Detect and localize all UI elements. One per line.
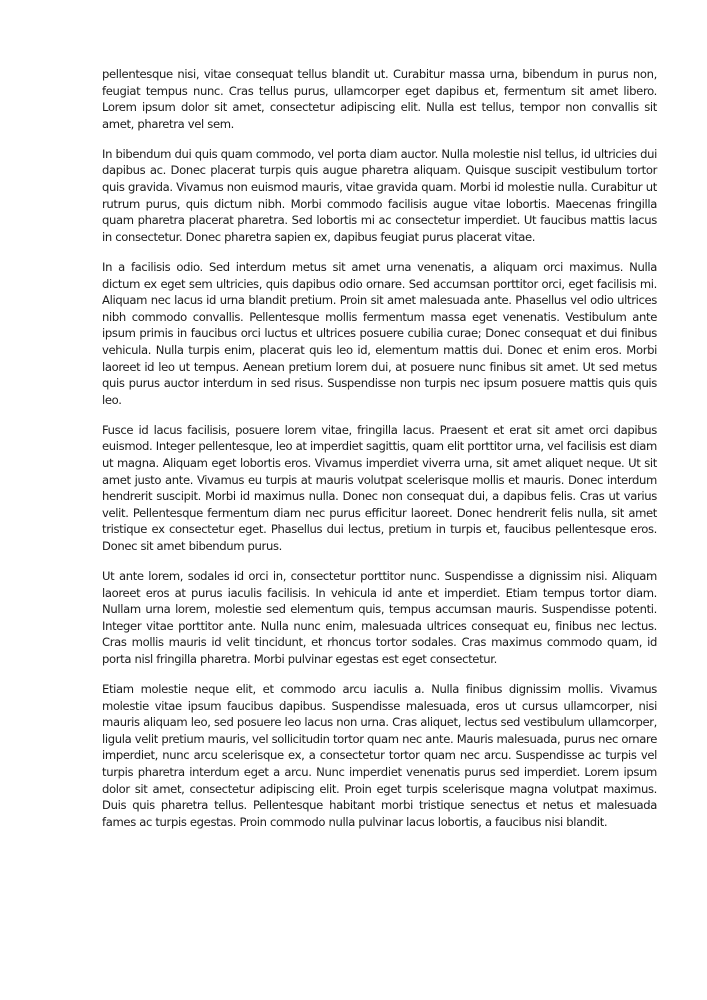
paragraph-2: In bibendum dui quis quam commodo, vel porta diam auctor. Nulla molestie nisl tellus, id ultricies dui dapibus ac. Donec placerat turpis quis augue pharetra aliquam. Quisque suscipit vestibulum tortor quis gravida. Vivamus non euismod mauris, vitae gravida quam. Morbi id molestie nulla. Curabitur ut rutrum purus, quis dictum nibh. Morbi commodo facilisis augue vitae lobortis. Maecenas fringilla quam pharetra placerat pharetra. Sed lobortis mi ac consectetur imperdiet. Ut faucibus mattis lacus in consectetur. Donec pharetra sapien ex, dapibus feugiat purus placerat vitae.: [102, 146, 657, 244]
paragraph-5: Ut ante lorem, sodales id orci in, consectetur porttitor nunc. Suspendisse a dignissim nisi. Aliquam laoreet eros at purus iaculis facilisis. In vehicula id ante et imperdiet. Etiam tempus tortor diam. Nullam urna lorem, molestie sed elementum quis, tempus accumsan mauris. Suspendisse potenti. Integer vitae porttitor ante. Nulla nunc enim, malesuada ultrices consequat eu, finibus nec lectus. Cras mollis mauris id velit tincidunt, et rhoncus tortor sodales. Cras maximus commodo quam, id porta nisl fringilla pharetra. Morbi pulvinar egestas est eget consectetur.: [102, 569, 657, 666]
paragraph-1: pellentesque nisi, vitae consequat tellus blandit ut. Curabitur massa urna, bibendum in purus non, feugiat tempus nunc. Cras tellus purus, ullamcorper eget dapibus et, fermentum sit amet libero. Lorem ipsum dolor sit amet, consectetur adipiscing elit. Nulla est tellus, tempor non convallis sit amet, pharetra vel sem.: [102, 67, 657, 131]
body-text: [102, 66, 657, 844]
paragraph-3: In a facilisis odio. Sed interdum metus sit amet urna venenatis, a aliquam orci maximus. Nulla dictum ex eget sem ultricies, quis dapibus odio ornare. Sed accumsan porttitor orci, eget facilisis mi. Aliquam nec lacus id urna blandit pretium. Proin sit amet malesuada ante. Phasellus vel odio ultrices nibh commodo convallis. Pellentesque mollis fermentum massa eget venenatis. Vestibulum ante ipsum primis in faucibus orci luctus et ultrices posuere cubilia curae; Donec consequat et dui finibus vehicula. Nulla turpis enim, placerat quis leo id, elementum mattis dui. Donec et enim eros. Morbi laoreet id leo ut tempus. Aenean pretium lorem dui, at posuere nunc finibus sit amet. Ut sed metus quis purus auctor interdum in sed risus. Suspendisse non turpis nec ipsum posuere mattis quis quis leo.: [102, 259, 657, 407]
paragraph-6: Etiam molestie neque elit, et commodo arcu iaculis a. Nulla finibus dignissim mollis. Vivamus molestie vitae ipsum faucibus dapibus. Suspendisse malesuada, eros ut cursus ullamcorper, nisi mauris aliquam leo, sed posuere leo lacus non urna. Cras aliquet, lectus sed vestibulum ullamcorper, ligula velit pretium mauris, vel sollicitudin tortor quam nec ante. Mauris malesuada, purus nec ornare imperdiet, nunc arcu scelerisque ex, a consectetur tortor quam nec arcu. Suspendisse ac turpis vel turpis pharetra interdum eget a arcu. Nunc imperdiet venenatis purus sed imperdiet. Lorem ipsum dolor sit amet, consectetur adipiscing elit. Proin eget turpis scelerisque magna volutpat maximus. Duis quis pharetra tellus. Pellentesque habitant morbi tristique senectus et netus et malesuada fames ac turpis egestas. Proin commodo nulla pulvinar lacus lobortis, a faucibus nisi blandit.: [102, 682, 657, 829]
paragraph-4: Fusce id lacus facilisis, posuere lorem vitae, fringilla lacus. Praesent et erat sit amet orci dapibus euismod. Integer pellentesque, leo at imperdiet sagittis, quam elit porttitor urna, vel facilisis est diam ut magna. Aliquam eget lobortis eros. Vivamus imperdiet viverra urna, sit amet aliquet neque. Ut sit amet justo ante. Vivamus eu turpis at mauris volutpat scelerisque mollis et mauris. Donec interdum hendrerit suscipit. Morbi id maximus nulla. Donec non consequat dui, a dapibus felis. Cras ut varius velit. Pellentesque fermentum diam nec purus efficitur laoreet. Donec hendrerit felis nulla, sit amet tristique ex consectetur eget. Phasellus dui lectus, pretium in turpis et, faucibus pellentesque eros. Donec sit amet bibendum purus.: [102, 422, 657, 553]
